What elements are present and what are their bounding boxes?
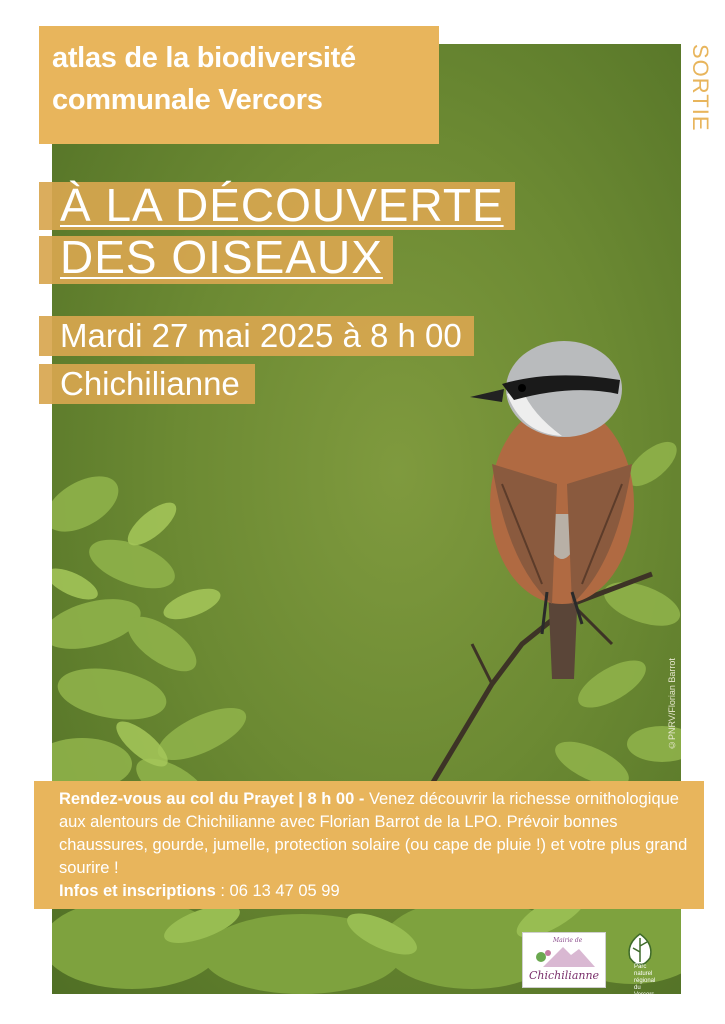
- parc-text: Parc naturel régional du Vercors: [634, 964, 656, 998]
- title-line-2: DES OISEAUX: [60, 231, 383, 283]
- contact-label: Infos et inscriptions: [59, 882, 216, 900]
- meeting-label: Rendez-vous au col du Prayet | 8 h 00 -: [59, 790, 365, 808]
- bird-figure: [470, 341, 634, 679]
- info-box: [34, 781, 704, 909]
- mairie-chichilianne-logo: [522, 932, 606, 988]
- mairie-small-text: Mairie de: [553, 937, 583, 944]
- contact-phone: : 06 13 47 05 99: [215, 882, 340, 900]
- header-line-1: atlas de la biodiversité: [52, 42, 356, 74]
- meeting-text: Venez découvrir la richesse ornithologique aux alentours de Chichilianne avec Florian Barrot de la LPO. Prévoir bonnes chaussures, gourde, jumelle, protection solaire (ou cape de pluie !) et votre plus grand sourire !: [59, 790, 688, 877]
- event-date: Mardi 27 mai 2025 à 8 h 00: [60, 317, 462, 354]
- parc-vercors-logo: [620, 930, 660, 998]
- side-label: SORTIE: [688, 44, 713, 132]
- atlas-header: [39, 26, 439, 144]
- photo-credit: ©PNRV/Florian Barrot: [667, 658, 677, 750]
- header-line-2: communale Vercors: [52, 84, 323, 116]
- event-place: Chichilianne: [60, 365, 240, 402]
- mairie-name: Chichilianne: [529, 969, 600, 982]
- title-line-1: À LA DÉCOUVERTE: [60, 179, 504, 231]
